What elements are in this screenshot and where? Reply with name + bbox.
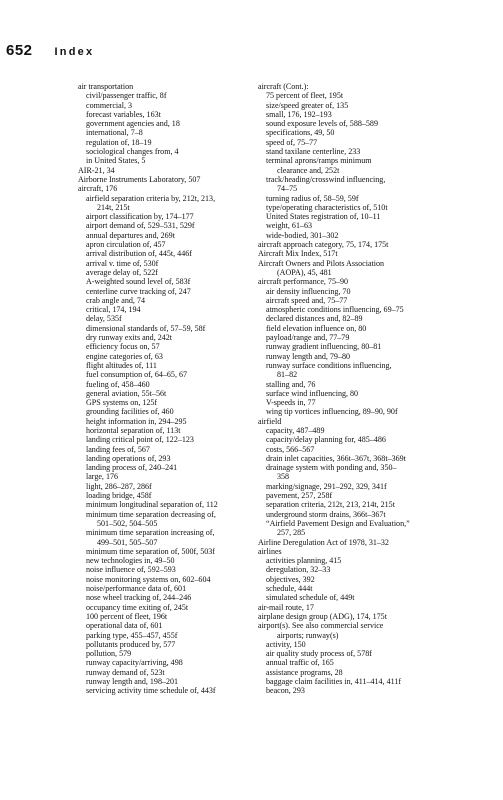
index-entry: height information in, 294–295 [86, 416, 187, 426]
index-entry: dry runway exits and, 242t [86, 333, 173, 343]
index-entry: aircraft, 176 [78, 184, 118, 194]
index-entry: Aircraft Mix Index, 517t [258, 249, 338, 259]
index-entry: airport classification by, 174–177 [86, 212, 194, 222]
index-entry: V-speeds in, 77 [266, 398, 316, 408]
index-entry: turning radius of, 58–59, 59f [266, 193, 359, 203]
index-entry: runway length and, 79–80 [266, 351, 351, 361]
index-entry: A-weighted sound level of, 583f [86, 277, 191, 287]
index-entry: Airline Deregulation Act of 1978, 31–32 [258, 537, 389, 547]
index-entry: engine categories of, 63 [86, 351, 163, 361]
index-entry: stand taxilane centerline, 233 [266, 147, 361, 157]
index-entry: 501–502, 504–505 [97, 518, 158, 528]
index-entry: 100 percent of fleet, 196t [86, 611, 168, 621]
index-entry: delay, 535f [86, 314, 122, 324]
index-entry: airfield [258, 416, 282, 426]
index-entry: activities planning, 415 [266, 556, 342, 566]
index-entry: 75 percent of fleet, 195t [266, 91, 344, 101]
index-entry: airport(s). See also commercial service [258, 621, 384, 631]
index-entry: air density influencing, 70 [266, 286, 351, 296]
index-entry: flight altitudes of, 111 [86, 360, 157, 370]
index-column-left [78, 82, 248, 696]
page-header [6, 42, 94, 59]
index-entry: apron circulation of, 457 [86, 240, 166, 250]
index-entry: regulation of, 18–19 [86, 137, 152, 147]
index-entry: runway gradient influencing, 80–81 [266, 342, 382, 352]
index-entry: crab angle and, 74 [86, 295, 145, 305]
index-entry: pollutants produced by, 577 [86, 639, 176, 649]
index-entry: 257, 285 [277, 528, 306, 538]
index-entry: capacity, 487–489 [266, 425, 325, 435]
index-entry: landing fees of, 567 [86, 444, 150, 454]
index-entry: field elevation influence on, 80 [266, 323, 367, 333]
index-entry: aircraft approach category, 75, 174, 175t [258, 240, 389, 250]
index-entry: atmospheric conditions influencing, 69–75 [266, 305, 404, 315]
index-entry: drain inlet capacities, 366t–367t, 368t–369t [266, 453, 406, 463]
index-entry: costs, 566–567 [266, 444, 315, 454]
index-entry: declared distances and, 82–89 [266, 314, 363, 324]
index-entry: minimum time separation increasing of, [86, 528, 215, 538]
index-entry: loading bridge, 458f [86, 491, 152, 501]
index-entry: light, 286–287, 286f [86, 481, 152, 491]
index-entry: simulated schedule of, 449t [266, 593, 355, 603]
index-entry: airfield separation criteria by, 212t, 213, [86, 193, 216, 203]
index-entry: type/operating characteristics of, 510t [266, 202, 388, 212]
index-entry: 74–75 [277, 184, 298, 194]
index-entry: weight, 61–63 [266, 221, 313, 231]
index-entry: efficiency focus on, 57 [86, 342, 160, 352]
index-entry: general aviation, 55t–56t [86, 388, 167, 398]
index-entry: noise influence of, 592–593 [86, 565, 176, 575]
index-entry: noise/performance data of, 601 [86, 584, 187, 594]
index-entry: clearance and, 252t [277, 165, 340, 175]
index-entry: payload/range and, 77–79 [266, 333, 350, 343]
index-entry: operational data of, 601 [86, 621, 163, 631]
index-entry: assistance programs, 28 [266, 667, 343, 677]
index-entry: international, 7–8 [86, 128, 143, 138]
index-entry: occupancy time exiting of, 245t [86, 602, 189, 612]
index-entry: airplane design group (ADG), 174, 175t [258, 611, 387, 621]
index-entry: airport demand of, 529–531, 529f [86, 221, 195, 231]
page-number: 652 [6, 42, 33, 59]
index-entry: aircraft speed and, 75–77 [266, 295, 348, 305]
index-entry: wide-bodied, 301–302 [266, 230, 339, 240]
index-entry: wing tip vortices influencing, 89–90, 90f [266, 407, 398, 417]
index-entry: capacity/delay planning for, 485–486 [266, 435, 386, 445]
index-entry: forecast variables, 163t [86, 109, 161, 119]
index-entry: deregulation, 32–33 [266, 565, 331, 575]
index-column-right [258, 82, 458, 696]
index-entry: fueling of, 458–460 [86, 379, 150, 389]
index-entry: minimum longitudinal separation of, 112 [86, 500, 218, 510]
index-entry: parking type, 455–457, 455f [86, 630, 178, 640]
index-entry: separation criteria, 212t, 213, 214t, 215t [266, 500, 395, 510]
index-entry: in United States, 5 [86, 156, 146, 166]
index-entry: United States registration of, 10–11 [266, 212, 381, 222]
index-entry: minimum time separation of, 500f, 503f [86, 546, 215, 556]
index-entry: drainage system with ponding and, 350– [266, 463, 397, 473]
index-entry: new technologies in, 49–50 [86, 556, 175, 566]
index-entry: aircraft performance, 75–90 [258, 277, 349, 287]
index-entry: runway demand of, 523t [86, 667, 165, 677]
index-entry: small, 176, 192–193 [266, 109, 332, 119]
index-entry: landing operations of, 293 [86, 453, 171, 463]
index-entry: speed of, 75–77 [266, 137, 318, 147]
index-entry: stalling and, 76 [266, 379, 316, 389]
index-entry: annual departures and, 269t [86, 230, 175, 240]
index-entry: arrival v. time of, 530f [86, 258, 159, 268]
index-entry: grounding facilities of, 460 [86, 407, 174, 417]
index-entry: airports; runway(s) [277, 630, 339, 640]
index-entry: AIR-21, 34 [78, 165, 115, 175]
index-entry: terminal aprons/ramps minimum [266, 156, 372, 166]
index-entry: centerline curve tracking of, 247 [86, 286, 191, 296]
index-entry: minimum time separation decreasing of, [86, 509, 216, 519]
index-entry: noise monitoring systems on, 602–604 [86, 574, 211, 584]
index-entry: air-mail route, 17 [258, 602, 314, 612]
index-entry: commercial, 3 [86, 100, 133, 110]
index-entry: activity, 150 [266, 639, 306, 649]
index-entry: annual traffic of, 165 [266, 658, 334, 668]
index-entry: nose wheel tracking of, 244–246 [86, 593, 192, 603]
index-entry: 358 [277, 472, 290, 482]
index-entry: critical, 174, 194 [86, 305, 141, 315]
index-entry: horizontal separation of, 113t [86, 425, 181, 435]
index-entry: specifications, 49, 50 [266, 128, 335, 138]
index-entry: arrival distribution of, 445t, 446f [86, 249, 192, 259]
index-entry: Aircraft Owners and Pilots Association [258, 258, 385, 268]
index-entry: air transportation [78, 82, 134, 91]
index-entry: track/heading/crosswind influencing, [266, 174, 386, 184]
index-entry: landing process of, 240–241 [86, 463, 178, 473]
index-entry: landing critical point of, 122–123 [86, 435, 194, 445]
index-entry: pollution, 579 [86, 649, 132, 659]
index-entry: civil/passenger traffic, 8f [86, 91, 167, 101]
index-entry: government agencies and, 18 [86, 119, 180, 129]
index-entry: average delay of, 522f [86, 267, 158, 277]
index-entry: large, 176 [86, 472, 119, 482]
index-entry: “Airfield Pavement Design and Evaluation,” [266, 518, 410, 528]
index-entry: air quality study process of, 578f [266, 649, 372, 659]
index-entry: objectives, 392 [266, 574, 315, 584]
index-entry: sound exposure levels of, 588–589 [266, 119, 378, 129]
index-entry: 81–82 [277, 370, 298, 380]
index-entry: pavement, 257, 258f [266, 491, 333, 501]
index-entry: airlines [258, 546, 282, 556]
index-entry: runway surface conditions influencing, [266, 360, 392, 370]
page-title: Index [54, 46, 95, 58]
index-entry: underground storm drains, 366t–367t [266, 509, 386, 519]
index-entry: (AOPA), 45, 481 [277, 267, 332, 277]
index-entry: GPS systems on, 125f [86, 398, 158, 408]
index-entry: schedule, 444t [266, 584, 313, 594]
index-entry: servicing activity time schedule of, 443f [86, 686, 216, 696]
index-entry: 214t, 215t [97, 202, 130, 212]
index-entry: Airborne Instruments Laboratory, 507 [78, 174, 201, 184]
index-entry: size/speed greater of, 135 [266, 100, 349, 110]
index-entry: aircraft (Cont.): [258, 82, 309, 91]
index-entry: baggage claim facilities in, 411–414, 411f [266, 677, 402, 686]
index-entry: sociological changes from, 4 [86, 147, 179, 157]
index-entry: beacon, 293 [266, 686, 305, 696]
index-entry: runway capacity/arriving, 498 [86, 658, 183, 668]
index-entry: surface wind influencing, 80 [266, 388, 359, 398]
index-entry: fuel consumption of, 64–65, 67 [86, 370, 188, 380]
index-entry: marking/signage, 291–292, 329, 341f [266, 481, 387, 491]
index-entry: runway length and, 198–201 [86, 677, 179, 686]
index-entry: 499–501, 505–507 [97, 537, 158, 547]
index-entry: dimensional standards of, 57–59, 58f [86, 323, 206, 333]
